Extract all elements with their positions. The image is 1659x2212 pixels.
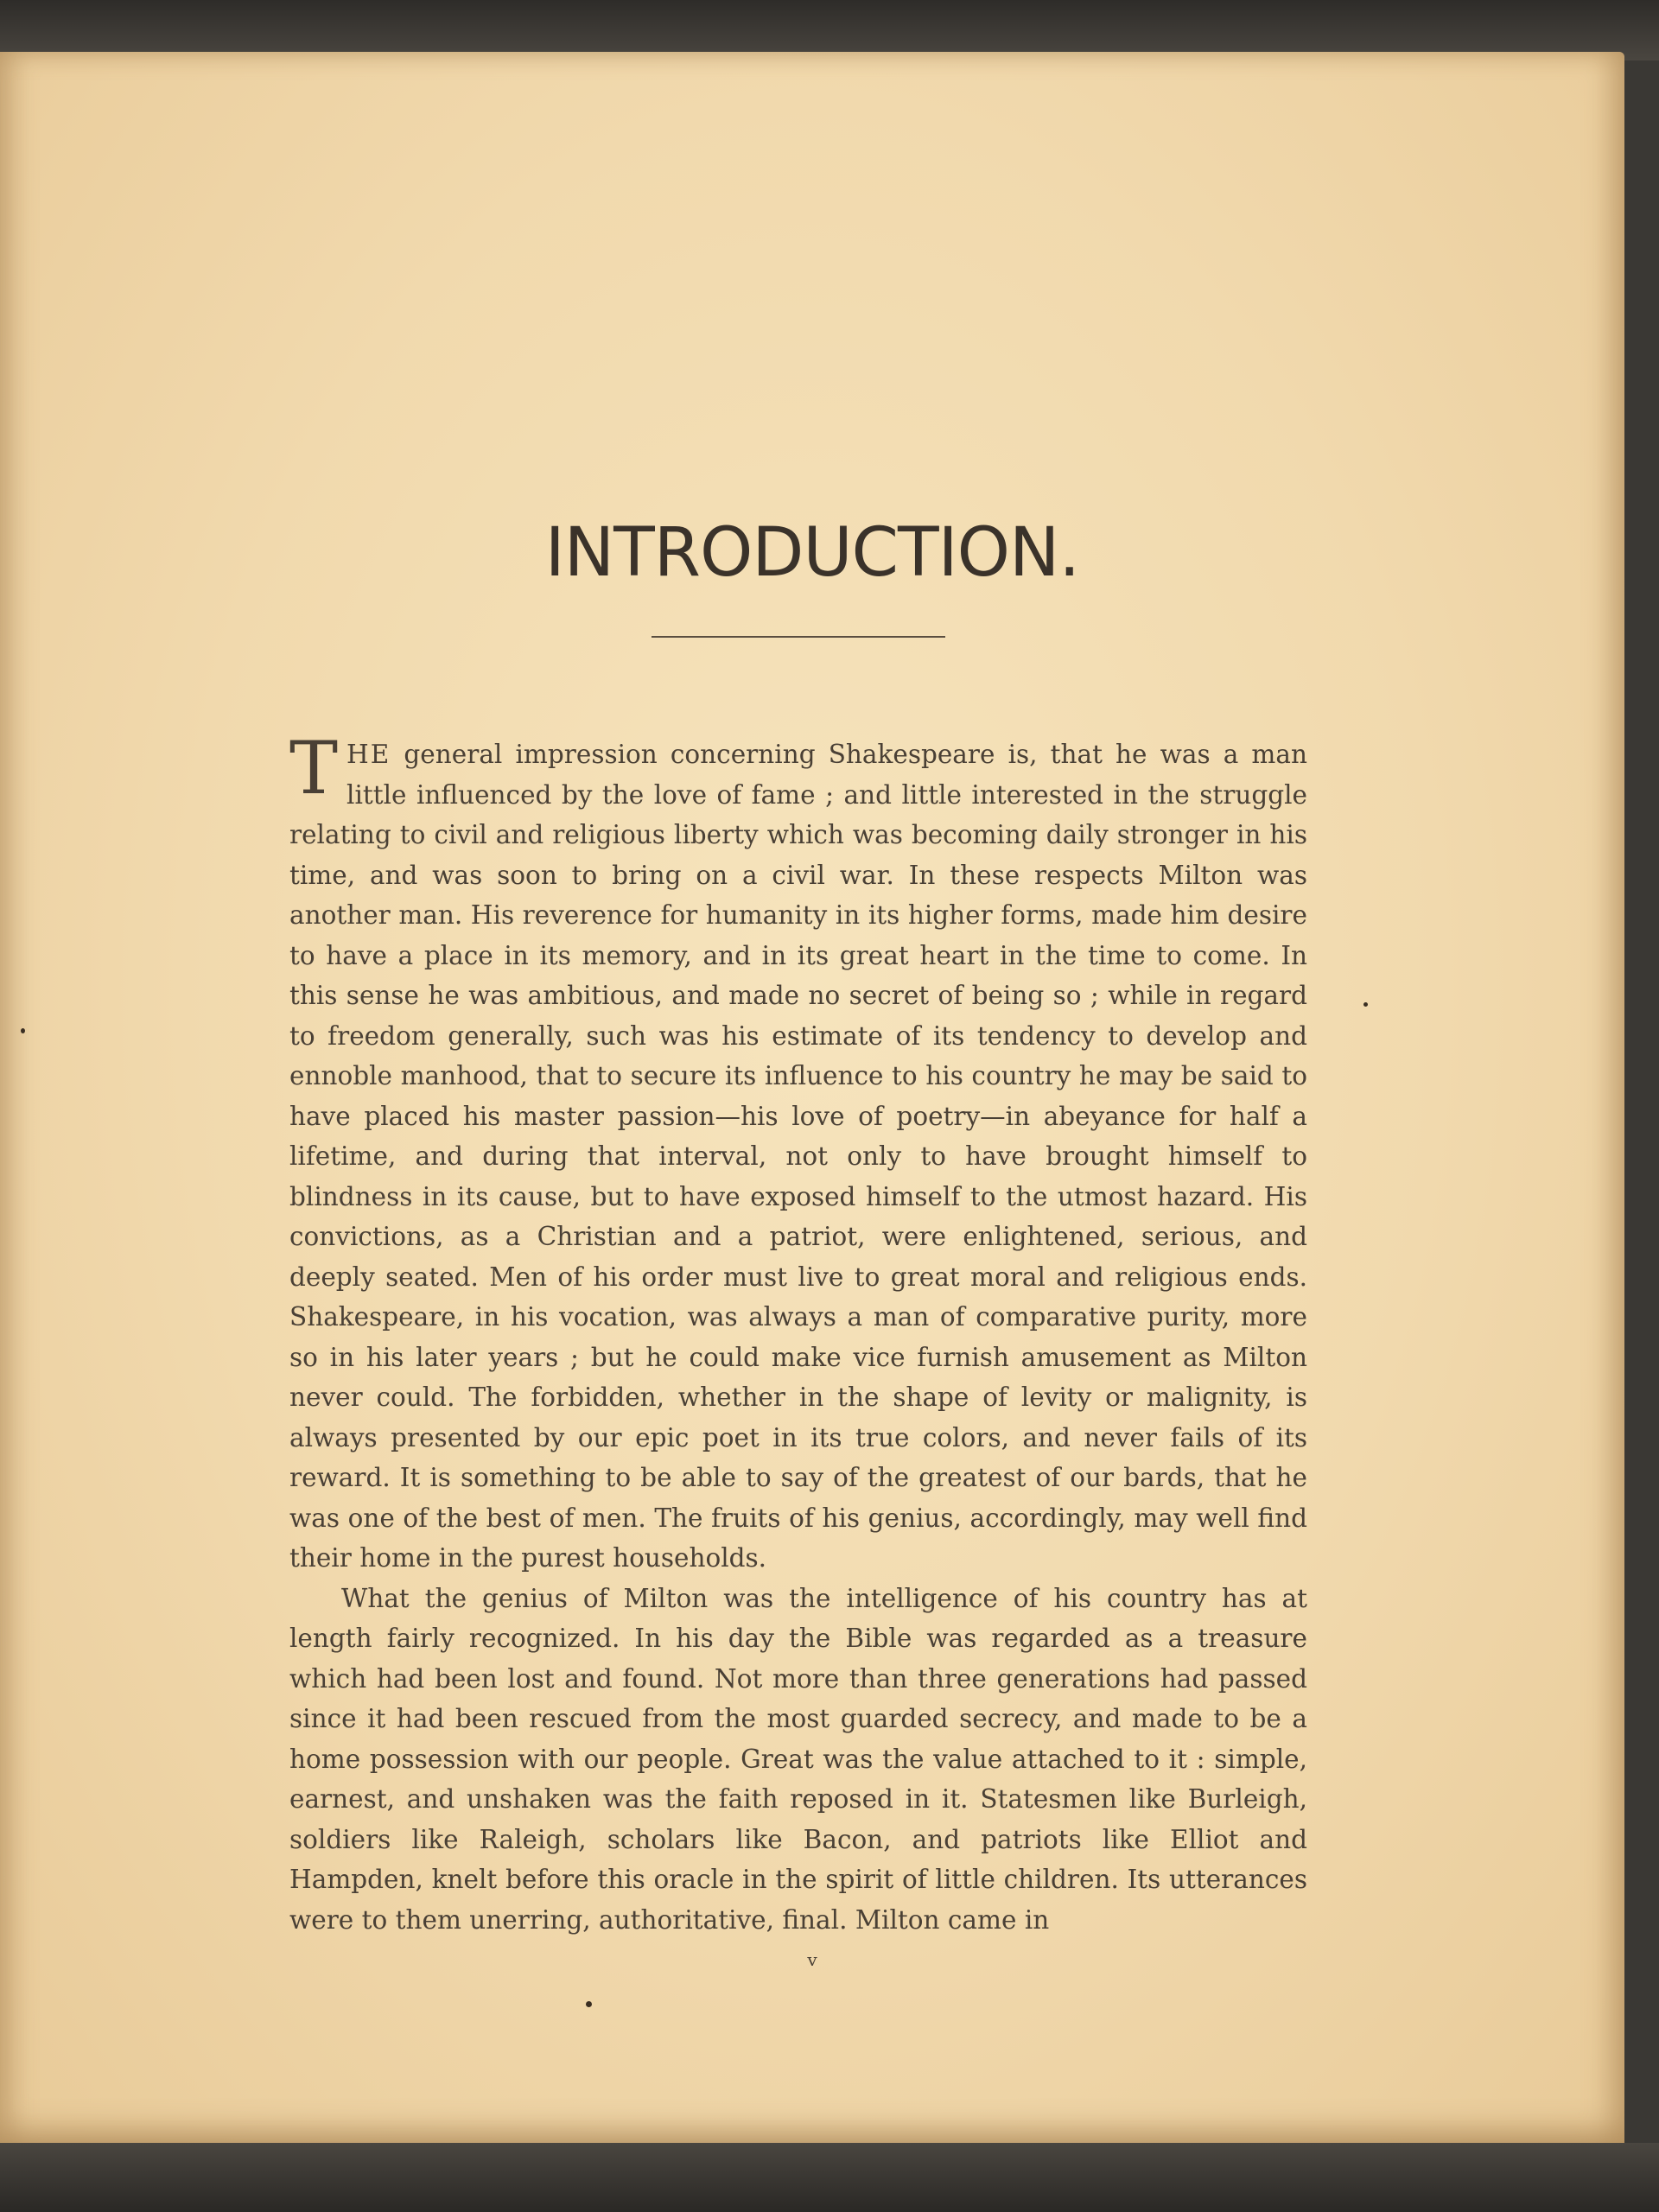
paper-speck <box>586 2001 592 2007</box>
paragraph-1-text: general impression concerning Shakespeare is, that he was a man little influenced by the love of fame ; and little interested in the struggle relating to civil and religious liberty which was becoming daily stronger in his time, and was soon to bring on a civil war. In these respects Milton was another man. His reverence for humanity in its higher forms, made him desire to have a place in its memory, and in its great heart in the time to come. In this sense he was ambitious, and made no secret of being so ; while in regard to freedom generally, such was his estimate of its tendency to develop and ennoble manhood, that to secure its influence to his country he may be said to have placed his master passion—his love of poetry—in abeyance for half a lifetime, and during that interval, not only to have brought himself to blindness in its cause, but to have exposed himself to the utmost hazard. His convictions, as a Christian and a patriot, were enlightened, serious, and deeply seated. Men of his order must live to great moral and religious ends. Shakespeare, in his vocation, was always a man of comparative purity, more so in his later years ; but he could make vice furnish amusement as Milton never could. The forbidden, whether in the shape of levity or malignity, is always presented by our epic poet in its true colors, and never fails of its reward. It is something to be able to say of the greatest of our bards, that he was one of the best of men. The fruits of his genius, accordingly, may well find their home in the purest households. <box>289 740 1307 1573</box>
paper-speck <box>1363 1002 1368 1007</box>
page-number: v <box>807 1949 817 1970</box>
paragraph-1 <box>289 726 1307 1579</box>
first-word-rest: HE <box>346 740 391 769</box>
page-title: INTRODUCTION. <box>544 514 1080 592</box>
drop-cap: T <box>289 726 339 810</box>
book-page <box>0 52 1624 2143</box>
paper-speck <box>21 1028 25 1033</box>
paragraph-2: What the genius of Milton was the intelligence of his country has at length fairly recognized. In his day the Bible was regarded as a treasure which had been lost and found. Not more than three generations had passed since it had been rescued from the most guarded secrecy, and made to be a home possession with our people. Great was the value attached to it : simple, earnest, and unshaken was the faith reposed in it. Statesmen like Burleigh, soldiers like Raleigh, scholars like Bacon, and patriots like Elliot and Hampden, knelt before this oracle in the spirit of little children. Its utterances were to them unerring, authoritative, final. Milton came in <box>289 1583 1307 1935</box>
backdrop-bottom <box>0 2143 1659 2212</box>
title-rule <box>652 636 945 638</box>
body-text <box>289 726 1307 1940</box>
